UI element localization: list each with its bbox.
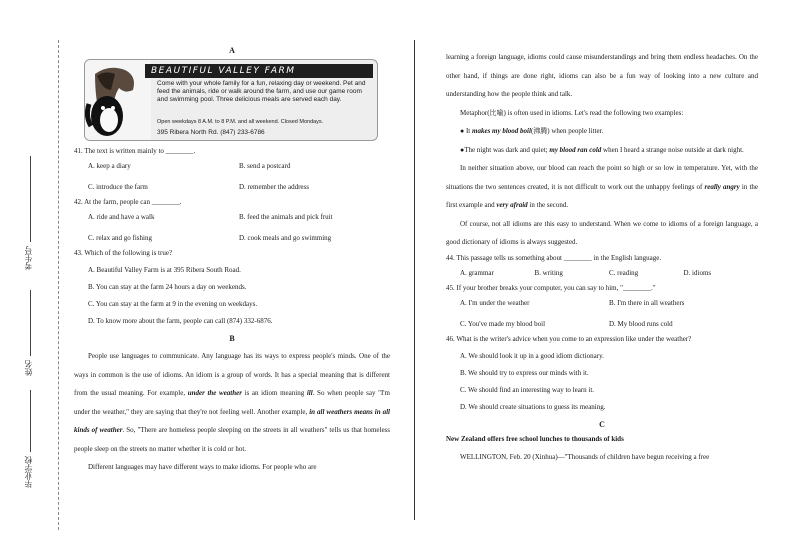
question-46: 46. What is the writer's advice when you come to an expression like under the weather? <box>446 334 692 343</box>
option[interactable]: A. grammar <box>460 268 494 277</box>
option[interactable]: A. keep a diary <box>88 162 131 170</box>
question-45: 45. If your brother breaks your computer, you can say to him, "________." <box>446 283 656 292</box>
option[interactable]: C. We should find an interesting way to learn it. <box>460 385 595 394</box>
option[interactable]: B. writing <box>534 268 563 277</box>
example-2: ●The night was dark and quiet; my blood ran cold when I heard a strange noise outside at dark night. <box>460 145 744 154</box>
ad-hours: Open weekdays 8 A.M. to 8 P.M. and all weekend. Closed Mondays. <box>157 119 324 125</box>
passage-b-paragraph-4: In neither situation above, our blood can reach the point so high or so low in temperature. Yet, with the situations the two sentences created, it is not difficult to work out the unhappy feelings of really angry in the first example and very afraid in the second. <box>446 164 759 209</box>
option[interactable]: A. Beautiful Valley Farm is at 395 Ribera South Road. <box>88 266 241 274</box>
question-43: 43. Which of the following is true? <box>74 249 173 257</box>
ad-title: BEAUTIFUL VALLEY FARM <box>145 64 373 78</box>
option[interactable]: D. remember the address <box>239 183 309 191</box>
option[interactable]: D. We should create situations to guess its meaning. <box>460 402 606 411</box>
school-line <box>30 390 31 452</box>
passage-b-paragraph-3: Metaphor(比喻) is often used in idioms. Let's read the following two examples: <box>460 108 684 117</box>
option[interactable]: C. reading <box>609 268 639 277</box>
section-c-letter: C <box>599 419 605 429</box>
question-46-options <box>446 352 758 412</box>
section-b-letter: B <box>229 334 235 343</box>
name-label: 姓名 <box>24 360 33 376</box>
question-44-options <box>446 263 758 284</box>
option[interactable]: C. introduce the farm <box>88 183 148 191</box>
right-column <box>446 48 758 466</box>
question-42: 42. At the farm, people can ________. <box>74 198 182 206</box>
option[interactable]: B. We should try to express our minds with it. <box>460 368 589 377</box>
school-label: 毕业学校 <box>24 456 33 488</box>
example-1: ● It makes my blood boil(沸腾) when people litter. <box>460 127 604 135</box>
question-43-options <box>74 266 390 326</box>
ad-body: Come with your whole family for a fun, relaxing day or weekend. Pet and feed the animals, ride or walk around the farm, and use our game room and swimming pool. Three delicious meals are served each day. <box>157 80 366 103</box>
option[interactable]: D. To know more about the farm, people can call (874) 332-6876. <box>88 317 273 325</box>
passage-c-lead: WELLINGTON, Feb. 20 (Xinhua)—"Thousands of children have begun receiving a free <box>460 452 710 461</box>
option[interactable]: B. You can stay at the farm 24 hours a day on weekends. <box>88 283 247 291</box>
column-separator <box>414 40 415 520</box>
passage-c-headline: New Zealand offers free school lunches to thousands of kids <box>446 434 624 443</box>
option[interactable]: D. idioms <box>683 268 712 277</box>
option[interactable]: D. cook meals and go swimming <box>239 234 332 242</box>
left-column <box>74 44 390 477</box>
ad-address: 395 Ribera North Rd. (847) 233-6786 <box>157 129 265 136</box>
binding-strip <box>18 150 48 488</box>
section-a-letter: A <box>229 46 235 55</box>
question-45-options <box>446 293 758 335</box>
question-41: 41. The text is written mainly to ________. <box>74 147 196 155</box>
name-line <box>30 290 31 356</box>
option[interactable]: C. You've made my blood boil <box>460 319 546 328</box>
option[interactable]: B. feed the animals and pick fruit <box>239 213 333 221</box>
question-42-options <box>74 207 390 249</box>
horse-dog-photo <box>85 60 151 140</box>
option[interactable]: C. relax and go fishing <box>88 234 152 242</box>
option[interactable]: D. My blood runs cold <box>609 319 673 328</box>
farm-advertisement <box>84 59 378 141</box>
option[interactable]: B. send a postcard <box>239 162 291 170</box>
option[interactable]: C. You can stay at the farm at 9 in the evening on weekdays. <box>88 300 258 308</box>
option[interactable]: B. I'm there in all weathers <box>609 298 685 307</box>
question-44: 44. This passage tells us something about ________ in the English language. <box>446 253 662 262</box>
binding-dashed-line <box>58 40 59 530</box>
passage-b-paragraph-1: People use languages to communicate. Any language has its ways to express people's minds. One of the ways in common is the use of idioms. An idiom is a group of words. It has a special meaning that is different from the usual meaning. For example, under the weather is an idiom meaning ill. So when people say "I'm under the weather," they are saying that they're not feeling well. Another example, in all weathers means in all kinds of weather. So, "There are homeless people sleeping on the streets in all weathers" tells us that homeless people sleep on the streets no matter whether it is cold or hot. <box>74 352 391 453</box>
passage-b-paragraph-2: Different languages may have different ways to make idioms. For people who are <box>88 463 317 471</box>
exam-number-label: 考生号 <box>24 246 33 270</box>
exam-number-line <box>30 156 31 242</box>
question-41-options <box>74 156 390 198</box>
horse-dog-icon <box>85 60 151 140</box>
passage-b-paragraph-2-cont: learning a foreign language, idioms could cause misunderstandings and bring them endless headaches. On the other hand, if things are done right, idioms can also be a fun way of looking into a new culture and understanding how the people think and talk. <box>446 53 758 98</box>
passage-b-paragraph-5: Of course, not all idioms are this easy to understand. When we come to idioms of a foreign language, a good dictionary of idioms is always suggested. <box>446 219 758 246</box>
option[interactable]: A. ride and have a walk <box>88 213 155 221</box>
option[interactable]: A. We should look it up in a good idiom dictionary. <box>460 351 604 360</box>
option[interactable]: A. I'm under the weather <box>460 298 530 307</box>
